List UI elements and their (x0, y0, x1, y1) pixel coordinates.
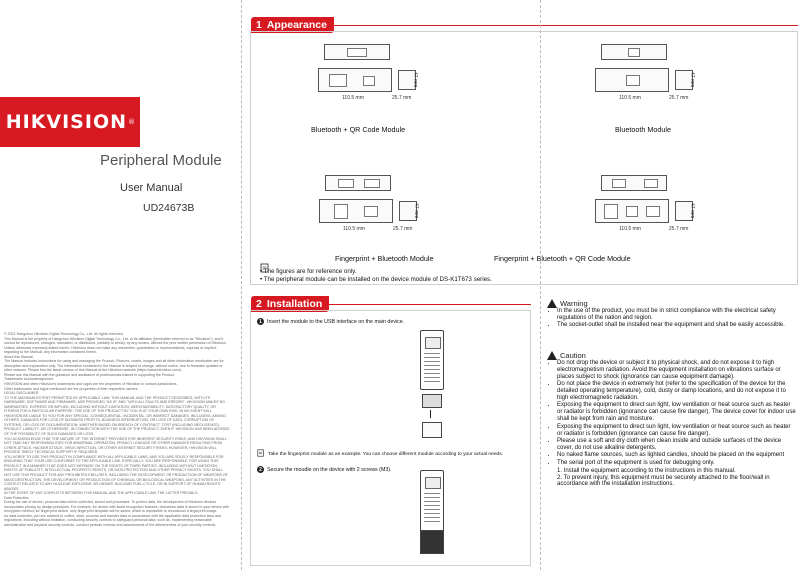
legal-paragraph: About this Manual (4, 354, 33, 359)
depth-dimension: 25.7 mm (669, 226, 689, 232)
note-item: • The figures are for reference only. (260, 268, 357, 275)
module-front-view (319, 199, 393, 223)
manual-label: User Manual (120, 182, 183, 194)
legal-paragraph: The Manual includes instructions for using and managing the Product. Pictures, charts, images and all other information hereinafter are for description and explanation only. The information contained in the Manual is subject to change, without notice, due to firmware updates or other reasons. Please find the latest version of this Manual at the Hikvision website (https://www.hikvision.com/). (4, 359, 224, 373)
module-caption: Fingerprint + Bluetooth Module (335, 254, 434, 263)
brand-logo (0, 97, 140, 147)
brand-name: HIKVISION (5, 111, 127, 133)
install-note (257, 449, 503, 459)
legal-paragraph: During the use of device, personal data will be collected, stored and processed. To protect data, the development of Hikvision devices incorporates privacy by design principles. For example, for device with facial recognition features, biometrics data is stored in your device with encryption method; for fingerprint device, only fingerprint template will be saved, which is impossible to reconstruct a fingerprint image. (4, 500, 230, 514)
legal-paragraph: IN THE EVENT OF ANY CONFLICTS BETWEEN THIS MANUAL AND THE APPLICABLE LAW, THE LATTER PREVAILS. (4, 491, 199, 496)
module-caption: Fingerprint + Bluetooth + QR Code Module (494, 254, 631, 263)
legal-paragraph: © 2021 Hangzhou Hikvision Digital Technology Co., Ltd. All rights reserved. (4, 332, 124, 336)
module-front-view (595, 68, 669, 92)
module-top-view (601, 44, 667, 60)
install-step-1 (257, 318, 404, 325)
legal-text (4, 332, 230, 528)
height-dimension: 47 mm (689, 72, 695, 88)
step-text: Insert the module to the USB interface on the main device. (267, 318, 405, 325)
module-front-view (318, 68, 392, 92)
legal-paragraph: As data controller, you are advised to collect, store, process and transfer data in accordance with the applicable data protection laws and regulations, including without limitation, conducting security controls to safeguard personal data, such as, implementing reasonable administrative and physical security controls, conduct periodic reviews and assessments of the effectiveness of your security controls. (4, 513, 221, 527)
warning-item: • The socket-outlet shall be installed near the equipment and shall be easily accessible. (557, 322, 796, 329)
warning-title: Warning (560, 299, 588, 308)
caution-extra-item: 1. Install the equipment according to the instructions in this manual. (557, 467, 736, 474)
warning-list (548, 308, 796, 330)
product-title: Peripheral Module (100, 152, 222, 169)
legal-paragraph: This Manual is the property of Hangzhou Hikvision Digital Technology Co., Ltd. or its affiliates (hereinafter referred to as "Hikvision"), and it cannot be reproduced, changed, translated, or distributed, partially or wholly, by any means, without the prior written permission of Hikvision. Unless otherwise expressly stated herein, Hikvision does not make any warranties, guarantees or representations, express or implied, regarding to the Manual, any information contained herein. (4, 336, 227, 355)
width-dimension: 110.5 mm (619, 226, 641, 232)
module-top-view (601, 175, 667, 191)
width-dimension: 110.5 mm (619, 95, 641, 101)
step-number: 2 (257, 466, 264, 473)
fold-line (540, 0, 541, 570)
caution-item: • Exposing the equipment to direct sun light, low ventilation or heat source such as heater or radiator is forbidden (ignorance can cause fire danger). The device cover for indoor use shall be kept from rain and moisture. (557, 402, 796, 423)
caution-item: • Please use a soft and dry cloth when clean inside and outside surfaces of the device cover, do not use alkaline detergents. (557, 438, 796, 452)
legal-paragraph: Trademarks Acknowledgement (4, 377, 54, 382)
depth-dimension: 25.7 mm (392, 95, 412, 101)
caution-item: • Exposing the equipment to direct sun light, low ventilation or heat source such as heater or radiator is forbidden (ignorance can cause fire danger). (557, 424, 796, 438)
caution-heading (547, 351, 586, 360)
warning-item: • In the use of the product, you must be in strict compliance with the electrical safety regulations of the nation and region. (557, 308, 796, 322)
height-dimension: 47 mm (689, 203, 695, 219)
depth-dimension: 25.7 mm (669, 95, 689, 101)
depth-dimension: 25.7 mm (393, 226, 413, 232)
note-item: • The peripheral module can be installed on the device module of DS-K1T673 series. (260, 275, 492, 283)
legal-paragraph: YOU AGREE TO USE THIS PRODUCT IN COMPLIANCE WITH ALL APPLICABLE LAWS, AND YOU ARE SOLELY RESPONSIBLE FOR ENSURING THAT YOUR USE CONFORMS TO THE APPLICABLE LAW. ESPECIALLY, YOU ARE RESPONSIBLE, FOR USING THIS PRODUCT IN A MANNER THAT DOES NOT INFRINGE ON THE RIGHTS OF THIRD PARTIES, INCLUDING WITHOUT LIMITATION, RIGHTS OF PUBLICITY, INTELLECTUAL PROPERTY RIGHTS, OR DATA PROTECTION AND OTHER PRIVACY RIGHTS. YOU SHALL NOT USE THIS PRODUCT FOR ANY PROHIBITED END-USES, INCLUDING THE DEVELOPMENT OR PRODUCTION OF WEAPONS OF MASS DESTRUCTION, THE DEVELOPMENT OR PRODUCTION OF CHEMICAL OR BIOLOGICAL WEAPONS, ANY ACTIVITIES IN THE CONTEXT RELATED TO ANY NUCLEAR EXPLOSIVE OR UNSAFE NUCLEAR FUEL-CYCLE, OR IN SUPPORT OF HUMAN RIGHTS ABUSES. (4, 454, 228, 491)
legal-paragraph: LEGAL DISCLAIMER (4, 391, 39, 396)
step-number: 1 (257, 318, 264, 325)
module-caption: Bluetooth Module (615, 125, 671, 134)
warning-icon (547, 299, 557, 308)
device-illustration (420, 330, 442, 440)
module-caption: Bluetooth + QR Code Module (311, 125, 406, 134)
caution-extra (548, 468, 796, 489)
fold-line (241, 0, 242, 570)
note-text: Take the fingerprint module as an example. You can choose different module according to your actual needs. (268, 451, 504, 457)
installation-num: 2 (256, 298, 262, 310)
caution-item: • Do not place the device in extremely hot (refer to the specification of the device for the detailed operating temperature), cold, dusty or damp locations, and do not expose it to high electromagnetic radiation. (557, 381, 796, 402)
legal-paragraph: Data Protection (4, 495, 29, 500)
appearance-title: Appearance (266, 19, 327, 31)
doc-id: UD24673B (143, 202, 195, 214)
caution-item: • No naked flame sources, such as lighted candles, should be placed on the equipment (557, 452, 796, 459)
appearance-num: 1 (256, 19, 262, 31)
module-top-view (324, 44, 390, 60)
height-dimension: 47 mm (412, 72, 418, 88)
legal-paragraph: HIKVISION and other Hikvision's trademarks and logos are the properties of Hikvision in various jurisdictions. (4, 382, 178, 387)
legal-paragraph: Please use this Manual with the guidance and assistance of professionals trained in supporting the Product. (4, 372, 176, 377)
width-dimension: 110.5 mm (343, 226, 365, 232)
caution-icon (547, 351, 557, 360)
module-drawing (319, 175, 419, 245)
section-rule (334, 25, 798, 26)
warning-heading (547, 299, 588, 308)
width-dimension: 110.5 mm (342, 95, 364, 101)
height-dimension: 47 mm (413, 203, 419, 219)
caution-item: • The serial port of the equipment is used for debugging only. (557, 460, 796, 467)
caution-title: Caution (560, 351, 586, 360)
legal-paragraph: Other trademarks and logos mentioned are the properties of their respective owners. (4, 386, 139, 391)
legal-paragraph: YOU ACKNOWLEDGE THAT THE NATURE OF THE INTERNET PROVIDES FOR INHERENT SECURITY RISKS, AND HIKVISION SHALL NOT TAKE ANY RESPONSIBILITIES FOR ABNORMAL OPERATION, PRIVACY LEAKAGE OR OTHER DAMAGES RESULTING FROM CYBER-ATTACK, HACKER ATTACK, VIRUS INFECTION, OR OTHER INTERNET SECURITY RISKS; HOWEVER, HIKVISION WILL PROVIDE TIMELY TECHNICAL SUPPORT IF REQUIRED. (4, 436, 227, 455)
module-drawing (318, 44, 418, 114)
step-text: Secure the moudle on the device with 2 screws (M3). (267, 466, 392, 473)
caution-list (548, 360, 796, 488)
module-drawing (595, 175, 695, 245)
note-icon (257, 449, 265, 459)
module-front-view (595, 199, 669, 223)
legal-paragraph: TO THE MAXIMUM EXTENT PERMITTED BY APPLICABLE LAW, THIS MANUAL AND THE PRODUCT DESCRIBED, WITH ITS HARDWARE, SOFTWARE AND FIRMWARE, ARE PROVIDED "AS IS" AND "WITH ALL FAULTS AND ERRORS". HIKVISION MAKES NO WARRANTIES, EXPRESS OR IMPLIED, INCLUDING WITHOUT LIMITATION, MERCHANTABILITY, SATISFACTORY QUALITY, OR FITNESS FOR A PARTICULAR PURPOSE. THE USE OF THE PRODUCT BY YOU IS AT YOUR OWN RISK. IN NO EVENT WILL HIKVISION BE LIABLE TO YOU FOR ANY SPECIAL, CONSEQUENTIAL, INCIDENTAL, OR INDIRECT DAMAGES, INCLUDING, AMONG OTHERS, DAMAGES FOR LOSS OF BUSINESS PROFITS, BUSINESS INTERRUPTION, OR LOSS OF DATA, CORRUPTION OF SYSTEMS, OR LOSS OF DOCUMENTATION, WHETHER BASED ON BREACH OF CONTRACT, TORT (INCLUDING NEGLIGENCE), PRODUCT LIABILITY, OR OTHERWISE, IN CONNECTION WITH THE USE OF THE PRODUCT, EVEN IF HIKVISION HAS BEEN ADVISED OF THE POSSIBILITY OF SUCH DAMAGES OR LOSS. (4, 395, 230, 437)
device-illustration (420, 470, 442, 560)
caution-item: • Do not drop the device or subject it to physical shock, and do not expose it to high electromagnetism radiation. Avoid the equipment installation on vibrations surface or places subject to shock (ignorance can cause equipment damage). (557, 360, 796, 381)
installation-box (250, 310, 531, 566)
install-step-2 (257, 466, 392, 473)
module-drawing (595, 44, 695, 114)
installation-title: Installation (266, 298, 323, 310)
registered-mark: ® (128, 118, 136, 126)
section-rule (329, 304, 531, 305)
caution-extra-item: 2. To prevent injury, this equipment must be securely attached to the floor/wall in accordance with the installation instructions. (557, 474, 770, 488)
module-top-view (325, 175, 391, 191)
appearance-notes (260, 268, 492, 283)
